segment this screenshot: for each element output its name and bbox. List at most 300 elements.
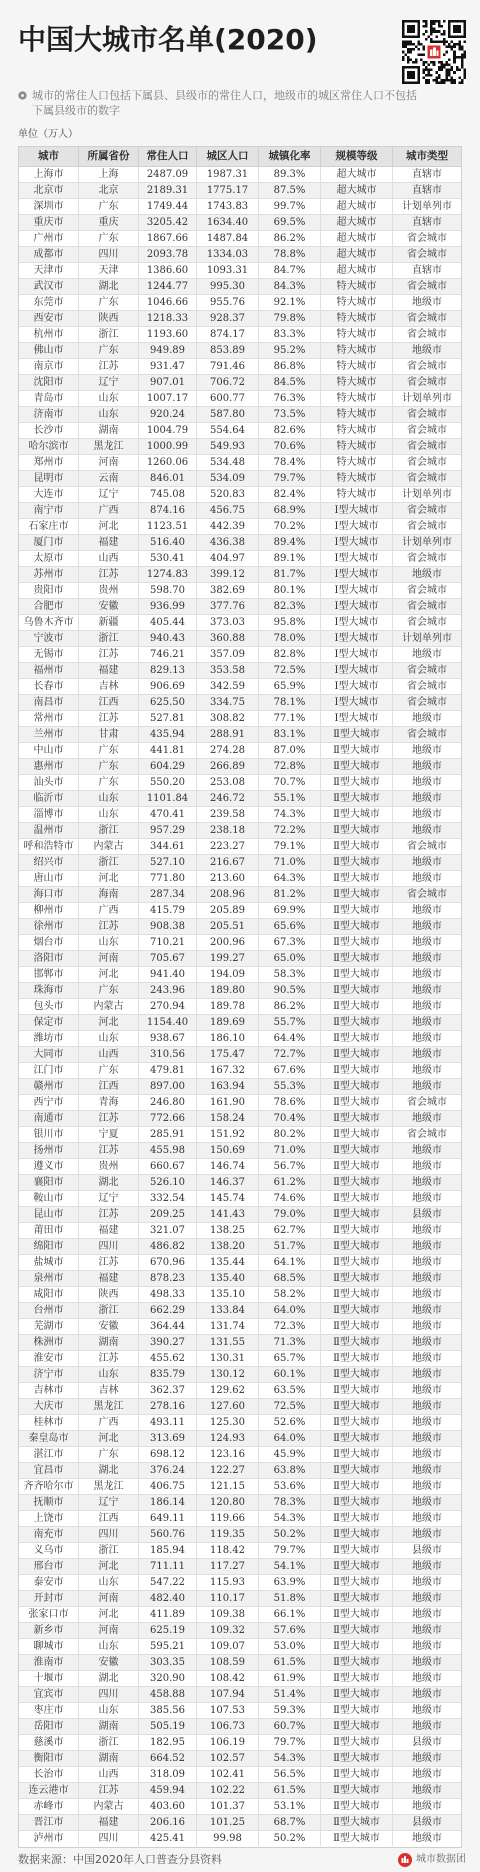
unit-label: 单位（万人） [18, 129, 78, 140]
cell-population: 498.33 [139, 1287, 197, 1302]
cell-province: 陕西 [79, 311, 139, 326]
cell-city: 长治市 [19, 1767, 79, 1782]
cell-urban-population: 308.82 [197, 711, 259, 726]
cell-city-type: 省会城市 [407, 1097, 447, 1108]
cell-city: 枣庄市 [19, 1703, 79, 1718]
cell-scale-level: Ⅱ型大城市 [321, 743, 393, 758]
table-row [19, 1463, 461, 1479]
cell-scale-level: Ⅱ型大城市 [321, 1511, 393, 1526]
table-row [19, 1079, 461, 1095]
cell-city-type: 地级市 [412, 1497, 442, 1508]
cell-province: 江苏 [79, 919, 139, 934]
cell-province: 浙江 [79, 1735, 139, 1750]
cell-city-type: 省会城市 [407, 665, 447, 676]
cell-city-type: 地级市 [412, 1353, 442, 1364]
cell-urban-population: 129.62 [197, 1383, 259, 1398]
cell-population: 1386.60 [139, 263, 197, 278]
cell-population: 303.35 [139, 1655, 197, 1670]
cell-city-type: 县级市 [412, 1545, 442, 1556]
table-row [19, 1575, 461, 1591]
cell-urban-population: 189.69 [197, 1015, 259, 1030]
table-row [19, 727, 461, 743]
cell-city-type: 省会城市 [407, 425, 447, 436]
cell-city: 合肥市 [19, 599, 79, 614]
cell-city: 长沙市 [19, 423, 79, 438]
cell-city-type: 省会城市 [407, 601, 447, 612]
cell-province: 黑龙江 [79, 1399, 139, 1414]
cell-urbanization-rate: 81.2% [259, 887, 321, 902]
cell-province: 江苏 [79, 567, 139, 582]
cell-scale-level: Ⅱ型大城市 [321, 1063, 393, 1078]
table-row [19, 327, 461, 343]
cell-scale-level: Ⅱ型大城市 [321, 1607, 393, 1622]
cell-city: 杭州市 [19, 327, 79, 342]
cell-scale-level: Ⅱ型大城市 [321, 1175, 393, 1190]
cell-city: 柳州市 [19, 903, 79, 918]
table-row [19, 903, 461, 919]
cell-population: 1193.60 [139, 327, 197, 342]
cell-province: 湖北 [79, 279, 139, 294]
cell-population: 908.38 [139, 919, 197, 934]
cell-population: 459.94 [139, 1783, 197, 1798]
cell-scale-level: Ⅰ型大城市 [321, 647, 393, 662]
cell-city: 郑州市 [19, 455, 79, 470]
table-row [19, 343, 461, 359]
cell-urbanization-rate: 82.4% [259, 487, 321, 502]
cell-city-type: 地级市 [412, 1177, 442, 1188]
cell-urbanization-rate: 61.5% [259, 1655, 321, 1670]
table-row [19, 1687, 461, 1703]
cell-city: 呼和浩特市 [19, 839, 79, 854]
cell-scale-level: 特大城市 [321, 471, 393, 486]
cell-province: 山东 [79, 1031, 139, 1046]
cell-city: 哈尔滨市 [19, 439, 79, 454]
table-row [19, 919, 461, 935]
cell-city-type: 地级市 [412, 1049, 442, 1060]
cell-city-type: 省会城市 [407, 313, 447, 324]
cell-city: 聊城市 [19, 1639, 79, 1654]
cell-urbanization-rate: 59.3% [259, 1703, 321, 1718]
cell-province: 吉林 [79, 679, 139, 694]
cell-province: 浙江 [79, 327, 139, 342]
qr-code [402, 20, 466, 84]
cell-scale-level: Ⅱ型大城市 [321, 1207, 393, 1222]
cell-province: 河北 [79, 1431, 139, 1446]
cell-scale-level: Ⅱ型大城市 [321, 1527, 393, 1542]
cell-urbanization-rate: 63.8% [259, 1463, 321, 1478]
table-row [19, 1591, 461, 1607]
cell-city: 淮安市 [19, 1351, 79, 1366]
table-row [19, 359, 461, 375]
cell-population: 1867.66 [139, 231, 197, 246]
cell-city: 南昌市 [19, 695, 79, 710]
cell-urban-population: 353.58 [197, 663, 259, 678]
cell-province: 湖南 [79, 423, 139, 438]
cell-population: 662.29 [139, 1303, 197, 1318]
cell-city-type: 计划单列市 [402, 201, 452, 212]
cell-city-type: 省会城市 [407, 361, 447, 372]
table-row [19, 791, 461, 807]
cell-urban-population: 587.80 [197, 407, 259, 422]
cell-scale-level: 特大城市 [321, 407, 393, 422]
cell-urban-population: 239.58 [197, 807, 259, 822]
cell-urbanization-rate: 70.7% [259, 775, 321, 790]
cell-urbanization-rate: 78.3% [259, 1495, 321, 1510]
table-row [19, 1111, 461, 1127]
cell-city: 盐城市 [19, 1255, 79, 1270]
cell-city: 福州市 [19, 663, 79, 678]
column-header-urban-population: 城区人口 [197, 147, 259, 166]
cell-urbanization-rate: 95.2% [259, 343, 321, 358]
cell-urban-population: 186.10 [197, 1031, 259, 1046]
column-header-city: 城市 [19, 147, 79, 166]
info-icon [18, 91, 27, 100]
cell-city-type: 省会城市 [407, 233, 447, 244]
cell-urbanization-rate: 64.0% [259, 1431, 321, 1446]
cell-population: 957.29 [139, 823, 197, 838]
cell-urbanization-rate: 64.1% [259, 1255, 321, 1270]
cell-urbanization-rate: 62.7% [259, 1223, 321, 1238]
cell-city-type: 省会城市 [407, 841, 447, 852]
cell-urban-population: 109.07 [197, 1639, 259, 1654]
cell-city: 温州市 [19, 823, 79, 838]
cell-urbanization-rate: 71.3% [259, 1335, 321, 1350]
cell-urbanization-rate: 55.3% [259, 1079, 321, 1094]
cell-population: 1101.84 [139, 791, 197, 806]
table-row [19, 311, 461, 327]
cell-urbanization-rate: 53.6% [259, 1479, 321, 1494]
cell-city: 赣州市 [19, 1079, 79, 1094]
cell-urban-population: 131.55 [197, 1335, 259, 1350]
cell-urbanization-rate: 58.2% [259, 1287, 321, 1302]
cell-city: 太原市 [19, 551, 79, 566]
cell-province: 福建 [79, 1815, 139, 1830]
cell-urbanization-rate: 83.1% [259, 727, 321, 742]
cell-city-type: 地级市 [412, 745, 442, 756]
cell-city: 咸阳市 [19, 1287, 79, 1302]
cell-population: 949.89 [139, 343, 197, 358]
cell-city: 武汉市 [19, 279, 79, 294]
cell-province: 安徽 [79, 1655, 139, 1670]
cell-population: 2487.09 [139, 167, 197, 182]
cell-scale-level: Ⅱ型大城市 [321, 727, 393, 742]
cell-urban-population: 266.89 [197, 759, 259, 774]
cell-urbanization-rate: 78.4% [259, 455, 321, 470]
cell-province: 湖北 [79, 1671, 139, 1686]
cell-scale-level: Ⅱ型大城市 [321, 1703, 393, 1718]
cell-city-type: 地级市 [412, 1017, 442, 1028]
cell-city: 包头市 [19, 999, 79, 1014]
cell-urbanization-rate: 51.8% [259, 1591, 321, 1606]
note-text: 城市的常住人口包括下属县、县级市的常住人口，地级市的城区常住人口不包括下属县级市的数字 [32, 89, 417, 117]
cell-urbanization-rate: 79.0% [259, 1207, 321, 1222]
cell-scale-level: Ⅱ型大城市 [321, 1015, 393, 1030]
cell-urban-population: 133.84 [197, 1303, 259, 1318]
cell-city-type: 直辖市 [412, 217, 442, 228]
cell-city: 济宁市 [19, 1367, 79, 1382]
cell-city: 新乡市 [19, 1623, 79, 1638]
cell-urban-population: 456.75 [197, 503, 259, 518]
cell-city-type: 地级市 [412, 1081, 442, 1092]
table-row [19, 679, 461, 695]
cell-urbanization-rate: 89.3% [259, 167, 321, 182]
cell-city-type: 地级市 [412, 1433, 442, 1444]
table-row [19, 631, 461, 647]
cell-province: 吉林 [79, 1383, 139, 1398]
cell-city: 开封市 [19, 1591, 79, 1606]
cell-scale-level: Ⅱ型大城市 [321, 839, 393, 854]
cell-scale-level: 超大城市 [321, 215, 393, 230]
cell-province: 河北 [79, 1015, 139, 1030]
cell-urbanization-rate: 60.7% [259, 1719, 321, 1734]
cell-province: 浙江 [79, 1543, 139, 1558]
cell-population: 3205.42 [139, 215, 197, 230]
cell-urbanization-rate: 50.2% [259, 1527, 321, 1542]
cell-province: 江苏 [79, 1783, 139, 1798]
table-row [19, 1223, 461, 1239]
cell-urbanization-rate: 84.7% [259, 263, 321, 278]
cell-province: 广东 [79, 1447, 139, 1462]
cell-city-type: 地级市 [412, 825, 442, 836]
table-row [19, 759, 461, 775]
cell-urbanization-rate: 71.0% [259, 855, 321, 870]
cell-urban-population: 360.88 [197, 631, 259, 646]
cell-province: 山西 [79, 1047, 139, 1062]
table-row [19, 295, 461, 311]
cell-city: 齐齐哈尔市 [19, 1479, 79, 1494]
cell-urban-population: 102.41 [197, 1767, 259, 1782]
cell-urbanization-rate: 58.3% [259, 967, 321, 982]
cell-city: 衡阳市 [19, 1751, 79, 1766]
cell-scale-level: Ⅱ型大城市 [321, 983, 393, 998]
cell-population: 878.23 [139, 1271, 197, 1286]
cell-city-type: 地级市 [412, 1513, 442, 1524]
cell-urban-population: 109.38 [197, 1607, 259, 1622]
cell-city: 岳阳市 [19, 1719, 79, 1734]
table-row [19, 775, 461, 791]
cell-city: 宜宾市 [19, 1687, 79, 1702]
cell-scale-level: Ⅱ型大城市 [321, 1159, 393, 1174]
cell-city-type: 省会城市 [407, 473, 447, 484]
cell-scale-level: Ⅱ型大城市 [321, 967, 393, 982]
cell-urban-population: 124.93 [197, 1431, 259, 1446]
table-row [19, 1143, 461, 1159]
cell-scale-level: Ⅱ型大城市 [321, 855, 393, 870]
table-body [19, 167, 461, 1847]
table-row [19, 1415, 461, 1431]
cell-urbanization-rate: 80.2% [259, 1127, 321, 1142]
cell-province: 安徽 [79, 1319, 139, 1334]
cell-population: 846.01 [139, 471, 197, 486]
cell-urbanization-rate: 78.6% [259, 1095, 321, 1110]
cell-urban-population: 101.37 [197, 1799, 259, 1814]
cell-urbanization-rate: 86.8% [259, 359, 321, 374]
cell-city-type: 省会城市 [407, 521, 447, 532]
cell-population: 206.16 [139, 1815, 197, 1830]
cell-urbanization-rate: 87.0% [259, 743, 321, 758]
cell-scale-level: 特大城市 [321, 295, 393, 310]
table-row [19, 647, 461, 663]
cell-urban-population: 554.64 [197, 423, 259, 438]
cell-scale-level: 超大城市 [321, 263, 393, 278]
table-row [19, 535, 461, 551]
cell-province: 湖北 [79, 1463, 139, 1478]
cell-city-type: 省会城市 [407, 553, 447, 564]
cell-city-type: 地级市 [412, 953, 442, 964]
table-row [19, 1015, 461, 1031]
cell-scale-level: 超大城市 [321, 247, 393, 262]
cell-urban-population: 853.89 [197, 343, 259, 358]
cell-city-type: 地级市 [412, 1305, 442, 1316]
cell-city: 昆山市 [19, 1207, 79, 1222]
cell-province: 辽宁 [79, 1191, 139, 1206]
cell-province: 四川 [79, 1527, 139, 1542]
cell-urban-population: 274.28 [197, 743, 259, 758]
cell-urban-population: 135.10 [197, 1287, 259, 1302]
column-header-province: 所属省份 [79, 147, 139, 166]
cell-scale-level: Ⅱ型大城市 [321, 1239, 393, 1254]
cell-province: 江苏 [79, 1351, 139, 1366]
cell-city-type: 直辖市 [412, 265, 442, 276]
cell-scale-level: Ⅱ型大城市 [321, 1735, 393, 1750]
cell-city: 湛江市 [19, 1447, 79, 1462]
cell-urban-population: 194.09 [197, 967, 259, 982]
cell-city-type: 地级市 [412, 1001, 442, 1012]
cell-urban-population: 120.80 [197, 1495, 259, 1510]
cell-city: 惠州市 [19, 759, 79, 774]
cell-province: 福建 [79, 1271, 139, 1286]
cell-population: 385.56 [139, 1703, 197, 1718]
cell-city: 兰州市 [19, 727, 79, 742]
cell-urbanization-rate: 61.5% [259, 1783, 321, 1798]
cell-scale-level: 超大城市 [321, 231, 393, 246]
cell-city: 邢台市 [19, 1559, 79, 1574]
cell-city-type: 计划单列市 [402, 489, 452, 500]
cell-scale-level: Ⅰ型大城市 [321, 663, 393, 678]
cell-city: 长春市 [19, 679, 79, 694]
cell-province: 四川 [79, 247, 139, 262]
cell-province: 甘肃 [79, 727, 139, 742]
table-row [19, 1047, 461, 1063]
cell-population: 1000.99 [139, 439, 197, 454]
cell-scale-level: 特大城市 [321, 455, 393, 470]
cell-urban-population: 135.44 [197, 1255, 259, 1270]
cell-population: 321.07 [139, 1223, 197, 1238]
cell-city-type: 省会城市 [407, 409, 447, 420]
table-row [19, 375, 461, 391]
cell-city-type: 地级市 [412, 1257, 442, 1268]
cell-urbanization-rate: 73.5% [259, 407, 321, 422]
cell-scale-level: Ⅱ型大城市 [321, 1431, 393, 1446]
cell-scale-level: 超大城市 [321, 199, 393, 214]
table-row [19, 1335, 461, 1351]
cell-city-type: 省会城市 [407, 377, 447, 388]
cell-city-type: 地级市 [412, 1337, 442, 1348]
cell-city: 抚顺市 [19, 1495, 79, 1510]
cell-city-type: 地级市 [412, 1417, 442, 1428]
cell-urban-population: 600.77 [197, 391, 259, 406]
cell-urbanization-rate: 65.9% [259, 679, 321, 694]
cell-city: 南宁市 [19, 503, 79, 518]
cell-city-type: 县级市 [412, 1817, 442, 1828]
cell-city: 邯郸市 [19, 967, 79, 982]
cell-scale-level: Ⅰ型大城市 [321, 519, 393, 534]
cell-urbanization-rate: 71.0% [259, 1143, 321, 1158]
cell-population: 1004.79 [139, 423, 197, 438]
cell-population: 649.11 [139, 1511, 197, 1526]
cell-province: 福建 [79, 663, 139, 678]
cell-urban-population: 145.74 [197, 1191, 259, 1206]
table-row [19, 1719, 461, 1735]
cell-population: 425.41 [139, 1831, 197, 1846]
cell-population: 516.40 [139, 535, 197, 550]
cell-province: 江西 [79, 1511, 139, 1526]
cell-population: 527.10 [139, 855, 197, 870]
cell-city-type: 计划单列市 [402, 393, 452, 404]
cell-urbanization-rate: 64.0% [259, 1303, 321, 1318]
cell-urban-population: 223.27 [197, 839, 259, 854]
cell-province: 广东 [79, 775, 139, 790]
cell-city: 徐州市 [19, 919, 79, 934]
cell-population: 405.44 [139, 615, 197, 630]
cell-urban-population: 874.17 [197, 327, 259, 342]
table-row [19, 823, 461, 839]
cell-population: 625.19 [139, 1623, 197, 1638]
table-row [19, 1207, 461, 1223]
table-row [19, 839, 461, 855]
table-row [19, 615, 461, 631]
cell-city-type: 地级市 [412, 777, 442, 788]
cell-scale-level: 特大城市 [321, 343, 393, 358]
cell-city: 莆田市 [19, 1223, 79, 1238]
cell-urban-population: 107.94 [197, 1687, 259, 1702]
cell-province: 江西 [79, 1079, 139, 1094]
cell-population: 526.10 [139, 1175, 197, 1190]
cell-population: 320.90 [139, 1671, 197, 1686]
cell-urbanization-rate: 54.3% [259, 1751, 321, 1766]
cell-city-type: 省会城市 [407, 457, 447, 468]
column-header-urbanization-rate: 城镇化率 [259, 147, 321, 166]
cell-urbanization-rate: 99.7% [259, 199, 321, 214]
cell-scale-level: 特大城市 [321, 311, 393, 326]
cell-scale-level: Ⅰ型大城市 [321, 567, 393, 582]
cell-urbanization-rate: 79.7% [259, 1543, 321, 1558]
cell-province: 江苏 [79, 1255, 139, 1270]
cell-population: 664.52 [139, 1751, 197, 1766]
cell-province: 山东 [79, 1367, 139, 1382]
cell-population: 550.20 [139, 775, 197, 790]
cell-scale-level: Ⅰ型大城市 [321, 695, 393, 710]
cell-province: 河北 [79, 1559, 139, 1574]
table-row [19, 1479, 461, 1495]
cell-population: 310.56 [139, 1047, 197, 1062]
cell-urban-population: 404.97 [197, 551, 259, 566]
cell-scale-level: Ⅱ型大城市 [321, 903, 393, 918]
cell-province: 广东 [79, 295, 139, 310]
cell-city-type: 地级市 [412, 1769, 442, 1780]
cell-city: 珠海市 [19, 983, 79, 998]
table-row [19, 1239, 461, 1255]
cell-urban-population: 110.17 [197, 1591, 259, 1606]
cell-city-type: 地级市 [412, 1561, 442, 1572]
cell-city: 泉州市 [19, 1271, 79, 1286]
cell-scale-level: Ⅱ型大城市 [321, 1559, 393, 1574]
cell-urban-population: 151.92 [197, 1127, 259, 1142]
cell-city-type: 地级市 [412, 1465, 442, 1476]
table-row [19, 983, 461, 999]
cell-city: 贵阳市 [19, 583, 79, 598]
cell-city-type: 地级市 [412, 1705, 442, 1716]
